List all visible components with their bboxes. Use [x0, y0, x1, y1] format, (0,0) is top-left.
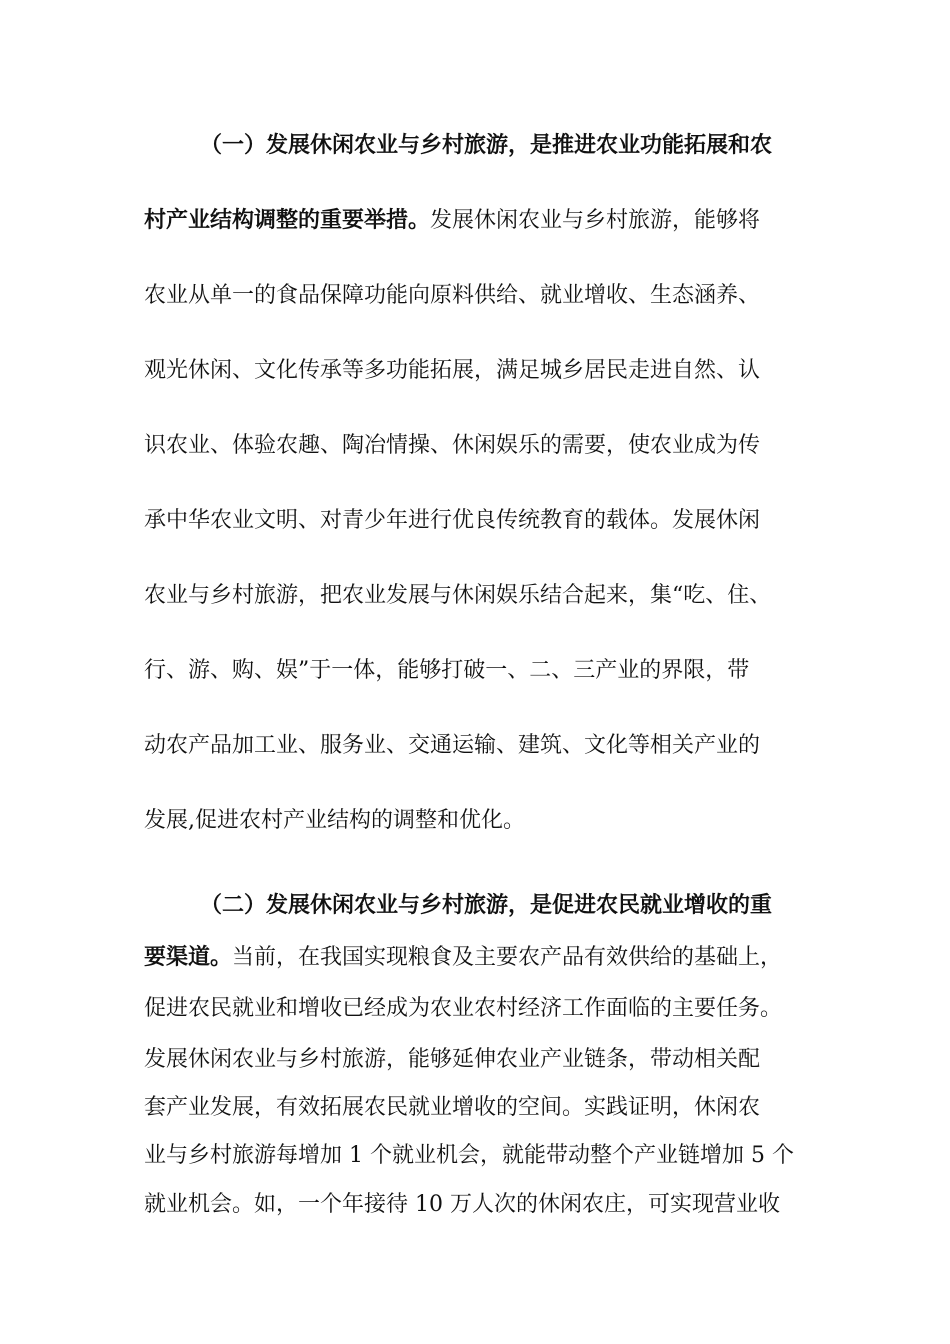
paragraph-line: [144, 1139, 844, 1173]
paragraph-text: 发展休闲农业与乡村旅游，能够延伸农业产业链条，带动相关配: [144, 1047, 761, 1072]
section1-heading-cont: 村产业结构调整的重要举措。: [144, 207, 431, 233]
paragraph-line: [144, 279, 844, 313]
paragraph-text: 承中华农业文明、对青少年进行优良传统教育的载体。发展休闲: [144, 508, 761, 533]
paragraph-line: [144, 1188, 844, 1222]
paragraph-line: [144, 504, 844, 538]
paragraph-line: [144, 1043, 844, 1077]
paragraph-text: 观光休闲、文化传承等多功能拓展，满足城乡居民走进自然、认: [144, 358, 761, 383]
paragraph-text: 促进农民就业和增收已经成为农业农村经济工作面临的主要任务。: [144, 996, 783, 1021]
section2-heading: （二）发展休闲农业与乡村旅游，是促进农民就业增收的重: [200, 892, 773, 918]
paragraph-line: [144, 992, 844, 1026]
section2-heading-cont: 要渠道。: [144, 944, 233, 970]
paragraph-line: [144, 654, 844, 688]
paragraph-text: 发展,促进农村产业结构的调整和优化。: [144, 808, 525, 833]
section1-heading: （一）发展休闲农业与乡村旅游，是推进农业功能拓展和农: [200, 132, 773, 158]
paragraph-line: [144, 804, 844, 838]
section1-heading-line: [200, 128, 844, 162]
paragraph-text: 当前，在我国实现粮食及主要农产品有效供给的基础上，: [232, 945, 783, 970]
paragraph-line: [144, 729, 844, 763]
paragraph-line: [144, 1091, 844, 1125]
paragraph-line: [144, 203, 844, 237]
paragraph-text: 业与乡村旅游每增加 1 个就业机会，就能带动整个产业链增加 5 个: [144, 1143, 794, 1168]
paragraph-text: 发展休闲农业与乡村旅游，能够将: [430, 208, 761, 233]
paragraph-line: [144, 579, 844, 613]
paragraph-text: 农业与乡村旅游，把农业发展与休闲娱乐结合起来，集“吃、住、: [144, 583, 772, 608]
paragraph-text: 套产业发展，有效拓展农民就业增收的空间。实践证明，休闲农: [144, 1095, 761, 1120]
paragraph-line: [144, 940, 844, 974]
section2-heading-line: [200, 888, 844, 922]
paragraph-text: 就业机会。如，一个年接待 10 万人次的休闲农庄，可实现营业收: [144, 1192, 780, 1217]
paragraph-text: 动农产品加工业、服务业、交通运输、建筑、文化等相关产业的: [144, 733, 761, 758]
paragraph-text: 识农业、体验农趣、陶冶情操、休闲娱乐的需要，使农业成为传: [144, 433, 761, 458]
paragraph-text: 行、游、购、娱”于一体，能够打破一、二、三产业的界限，带: [144, 658, 750, 683]
paragraph-text: 农业从单一的食品保障功能向原料供给、就业增收、生态涵养、: [144, 283, 761, 308]
paragraph-line: [144, 354, 844, 388]
paragraph-line: [144, 429, 844, 463]
